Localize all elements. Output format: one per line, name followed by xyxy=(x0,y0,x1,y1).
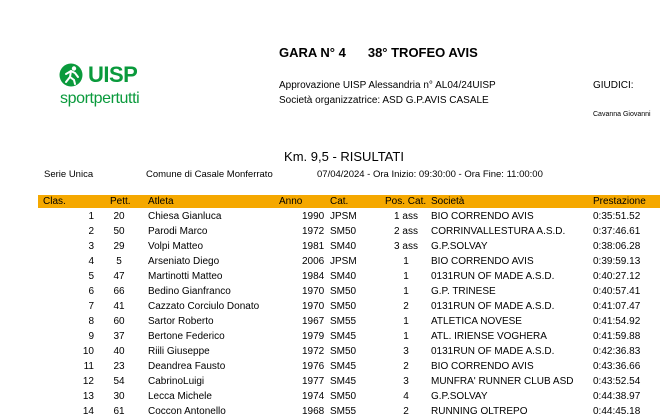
cell-pett: 37 xyxy=(113,331,125,342)
cell-cat: SM50 xyxy=(330,346,357,357)
results-title: Km. 9,5 - RISULTATI xyxy=(284,149,404,164)
uisp-runner-icon xyxy=(58,62,86,88)
cell-prestazione: 0:42:36.83 xyxy=(593,346,641,357)
cell-anno: 1968 xyxy=(302,406,325,417)
cell-societa: MUNFRA' RUNNER CLUB ASD xyxy=(431,376,574,387)
gara-number: GARA N° 4 xyxy=(279,45,346,60)
serie-text: Serie Unica xyxy=(44,169,94,180)
col-cat: Cat. xyxy=(330,196,349,207)
cell-atleta: Lecca Michele xyxy=(148,391,212,402)
cell-pos-cat: 3 xyxy=(403,376,409,387)
table-row xyxy=(38,314,660,329)
cell-cat: SM45 xyxy=(330,361,357,372)
cell-clas: 5 xyxy=(88,271,94,282)
cell-prestazione: 0:43:36.66 xyxy=(593,361,641,372)
cell-pos-cat: 3 xyxy=(403,346,409,357)
results-header-row xyxy=(38,195,660,208)
cell-atleta: Volpi Matteo xyxy=(148,241,204,252)
results-table xyxy=(38,209,660,419)
cell-pett: 60 xyxy=(113,316,125,327)
cell-societa: 0131RUN OF MADE A.S.D. xyxy=(431,271,555,282)
cell-societa: BIO CORRENDO AVIS xyxy=(431,256,534,267)
cell-clas: 14 xyxy=(82,406,94,417)
cell-clas: 10 xyxy=(82,346,94,357)
cell-cat: SM45 xyxy=(330,331,357,342)
cell-clas: 4 xyxy=(88,256,94,267)
cell-atleta: Deandrea Fausto xyxy=(148,361,226,372)
cell-anno: 1970 xyxy=(302,301,325,312)
cell-atleta: Bertone Federico xyxy=(148,331,225,342)
cell-atleta: Bedino Gianfranco xyxy=(148,286,231,297)
cell-pos-cat: 4 xyxy=(403,391,409,402)
col-pett: Pett. xyxy=(110,196,131,207)
cell-pos-cat: 1 xyxy=(403,256,409,267)
cell-prestazione: 0:41:59.88 xyxy=(593,331,641,342)
uisp-logo xyxy=(58,62,154,118)
race-heading xyxy=(279,45,478,60)
table-row xyxy=(38,269,660,284)
cell-cat: SM55 xyxy=(330,316,357,327)
table-row xyxy=(38,224,660,239)
cell-cat: JPSM xyxy=(330,211,357,222)
cell-pett: 20 xyxy=(113,211,125,222)
cell-anno: 1970 xyxy=(302,286,325,297)
cell-atleta: Cazzato Corciulo Donato xyxy=(148,301,260,312)
col-prestazione: Prestazione xyxy=(593,196,646,207)
date-times-text: 07/04/2024 - Ora Inizio: 09:30:00 - Ora Fine: 11:00:00 xyxy=(317,169,543,180)
cell-societa: G.P.SOLVAY xyxy=(431,391,488,402)
cell-pett: 54 xyxy=(113,376,125,387)
cell-prestazione: 0:35:51.52 xyxy=(593,211,641,222)
cell-societa: G.P.SOLVAY xyxy=(431,241,488,252)
cell-prestazione: 0:40:27.12 xyxy=(593,271,641,282)
logo-tagline: sportpertutti xyxy=(60,90,140,107)
table-row xyxy=(38,209,660,224)
cell-pett: 50 xyxy=(113,226,125,237)
cell-pett: 40 xyxy=(113,346,125,357)
cell-pett: 66 xyxy=(113,286,125,297)
giudici-label: GIUDICI: xyxy=(593,80,634,91)
table-row xyxy=(38,299,660,314)
cell-atleta: Coccon Antonello xyxy=(148,406,226,417)
cell-pett: 61 xyxy=(113,406,125,417)
cell-societa: RUNNING OLTREPO xyxy=(431,406,528,417)
cell-societa: BIO CORRENDO AVIS xyxy=(431,211,534,222)
cell-cat: SM50 xyxy=(330,301,357,312)
cell-atleta: Martinotti Matteo xyxy=(148,271,223,282)
cell-anno: 1979 xyxy=(302,331,325,342)
cell-pos-cat: 2 xyxy=(403,406,409,417)
comune-text: Comune di Casale Monferrato xyxy=(146,169,273,180)
cell-anno: 1967 xyxy=(302,316,325,327)
cell-pett: 41 xyxy=(113,301,125,312)
logo-brand: UISP xyxy=(88,62,138,87)
table-row xyxy=(38,344,660,359)
cell-clas: 3 xyxy=(88,241,94,252)
cell-societa: 0131RUN OF MADE A.S.D. xyxy=(431,301,555,312)
cell-atleta: Arseniato Diego xyxy=(148,256,220,267)
cell-societa: ATL. IRIENSE VOGHERA xyxy=(431,331,547,342)
table-row xyxy=(38,239,660,254)
cell-cat: JPSM xyxy=(330,256,357,267)
table-row xyxy=(38,254,660,269)
cell-pos-cat: 2 xyxy=(403,301,409,312)
giudice-name: Cavanna Giovanni xyxy=(593,111,651,118)
cell-anno: 1984 xyxy=(302,271,325,282)
col-clas: Clas. xyxy=(43,196,66,207)
cell-pett: 30 xyxy=(113,391,125,402)
cell-anno: 1977 xyxy=(302,376,325,387)
cell-prestazione: 0:40:57.41 xyxy=(593,286,641,297)
cell-clas: 12 xyxy=(82,376,94,387)
cell-pos-cat: 1 ass xyxy=(394,211,418,222)
cell-prestazione: 0:37:46.61 xyxy=(593,226,641,237)
cell-cat: SM40 xyxy=(330,271,357,282)
cell-clas: 1 xyxy=(88,211,94,222)
table-row xyxy=(38,374,660,389)
cell-pos-cat: 1 xyxy=(403,271,409,282)
cell-societa: CORRINVALLESTURA A.S.D. xyxy=(431,226,566,237)
cell-anno: 1976 xyxy=(302,361,325,372)
table-row xyxy=(38,389,660,404)
cell-pos-cat: 1 xyxy=(403,331,409,342)
cell-societa: BIO CORRENDO AVIS xyxy=(431,361,534,372)
cell-cat: SM50 xyxy=(330,391,357,402)
cell-anno: 1972 xyxy=(302,226,325,237)
cell-societa: 0131RUN OF MADE A.S.D. xyxy=(431,346,555,357)
approvazione-text: Approvazione UISP Alessandria n° AL04/24UISP xyxy=(279,80,496,91)
cell-pos-cat: 2 ass xyxy=(394,226,418,237)
cell-pett: 5 xyxy=(116,256,122,267)
cell-atleta: Chiesa Gianluca xyxy=(148,211,222,222)
cell-pos-cat: 1 xyxy=(403,286,409,297)
col-societa: Società xyxy=(431,196,465,207)
cell-prestazione: 0:41:07.47 xyxy=(593,301,641,312)
col-anno: Anno xyxy=(279,196,303,207)
cell-cat: SM50 xyxy=(330,226,357,237)
cell-cat: SM45 xyxy=(330,376,357,387)
cell-anno: 1974 xyxy=(302,391,325,402)
cell-atleta: CabrinoLuigi xyxy=(148,376,205,387)
cell-cat: SM40 xyxy=(330,241,357,252)
cell-clas: 6 xyxy=(88,286,94,297)
cell-anno: 1990 xyxy=(302,211,325,222)
cell-atleta: Riili Giuseppe xyxy=(148,346,210,357)
cell-prestazione: 0:39:59.13 xyxy=(593,256,641,267)
cell-pos-cat: 3 ass xyxy=(394,241,418,252)
cell-prestazione: 0:43:52.54 xyxy=(593,376,641,387)
cell-cat: SM55 xyxy=(330,406,357,417)
col-pos-cat: Pos. Cat. xyxy=(385,196,427,207)
table-row xyxy=(38,284,660,299)
cell-pos-cat: 2 xyxy=(403,361,409,372)
cell-clas: 13 xyxy=(82,391,94,402)
cell-pett: 29 xyxy=(113,241,125,252)
cell-clas: 7 xyxy=(88,301,94,312)
cell-anno: 2006 xyxy=(302,256,325,267)
cell-societa: ATLETICA NOVESE xyxy=(431,316,522,327)
cell-clas: 11 xyxy=(83,361,94,372)
cell-pett: 23 xyxy=(113,361,125,372)
societa-organizzatrice-text: Società organizzatrice: ASD G.P.AVIS CASALE xyxy=(279,95,489,106)
cell-pett: 47 xyxy=(113,271,125,282)
cell-prestazione: 0:38:06.28 xyxy=(593,241,641,252)
cell-prestazione: 0:44:45.18 xyxy=(593,406,641,417)
cell-pos-cat: 1 xyxy=(403,316,409,327)
cell-anno: 1981 xyxy=(302,241,325,252)
cell-societa: G.P. TRINESE xyxy=(431,286,496,297)
table-row xyxy=(38,329,660,344)
cell-clas: 8 xyxy=(88,316,94,327)
cell-anno: 1972 xyxy=(302,346,325,357)
cell-clas: 9 xyxy=(88,331,94,342)
table-row xyxy=(38,359,660,374)
cell-cat: SM50 xyxy=(330,286,357,297)
cell-prestazione: 0:41:54.92 xyxy=(593,316,641,327)
cell-prestazione: 0:44:38.97 xyxy=(593,391,641,402)
cell-atleta: Sartor Roberto xyxy=(148,316,214,327)
cell-clas: 2 xyxy=(88,226,94,237)
cell-atleta: Parodi Marco xyxy=(148,226,208,237)
trofeo-title: 38° TROFEO AVIS xyxy=(367,45,478,60)
col-atleta: Atleta xyxy=(148,196,174,207)
